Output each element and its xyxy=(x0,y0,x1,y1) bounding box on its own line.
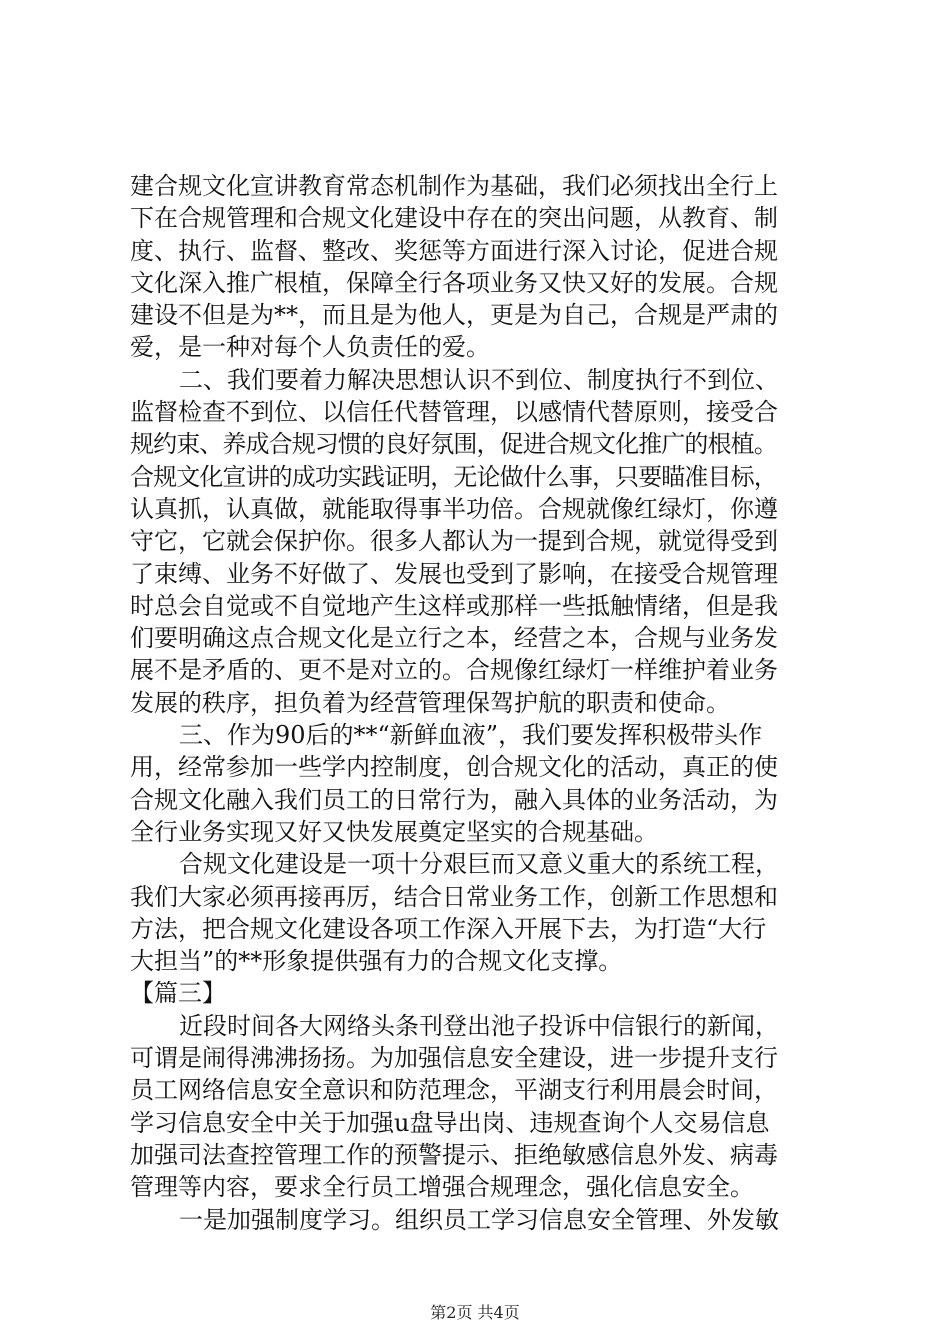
document-body xyxy=(130,170,830,1236)
text-line: 发展的秩序，担负着为经营管理保驾护航的职责和使命。 xyxy=(130,688,730,717)
paragraph-start-line: 三、作为90后的**“新鲜血液”，我们要发挥积极带头作 xyxy=(179,721,763,750)
text-line: 了束缚、业务不好做了、发展也受到了影响，在接受合规管理 xyxy=(130,559,778,588)
text-line: 们要明确这点合规文化是立行之本，经营之本，合规与业务发 xyxy=(130,624,778,653)
text-line: 文化深入推广根植，保障全行各项业务又快又好的发展。合规 xyxy=(130,268,778,297)
text-line: 员工网络信息安全意识和防范理念，平湖支行利用晨会时间， xyxy=(130,1076,778,1105)
text-line: 建合规文化宣讲教育常态机制作为基础，我们必须找出全行上 xyxy=(130,172,778,200)
text-line: 展不是矛盾的、更不是对立的。合规像红绿灯一样维护着业务 xyxy=(130,656,778,685)
text-line: 方法，把合规文化建设各项工作深入开展下去，为打造“大行 xyxy=(130,914,767,943)
paragraph-start-line: 二、我们要着力解决思想认识不到位、制度执行不到位、 xyxy=(179,365,779,394)
paragraph-start-line: 近段时间各大网络头条刊登出池子投诉中信银行的新闻， xyxy=(179,1011,779,1040)
paragraph-start-line: 合规文化建设是一项十分艰巨而又意义重大的系统工程， xyxy=(179,850,779,879)
text-line: 用，经常参加一些学内控制度，创合规文化的活动，真正的使 xyxy=(130,753,778,782)
text-line: 建设不但是为**，而且是为他人，更是为自己，合规是严肃的 xyxy=(130,301,778,330)
text-line: 可谓是闹得沸沸扬扬。为加强信息安全建设，进一步提升支行 xyxy=(130,1044,778,1073)
page-number-footer: 第2页 共4页 xyxy=(430,1303,520,1322)
text-line: 爱，是一种对每个人负责任的爱。 xyxy=(130,333,490,362)
text-line: 全行业务实现又好又快发展奠定坚实的合规基础。 xyxy=(130,817,658,846)
text-line: 大担当”的**形象提供强有力的合规文化支撑。 xyxy=(130,947,623,976)
text-line: 守它，它就会保护你。很多人都认为一提到合规，就觉得受到 xyxy=(130,527,778,556)
text-line: 加强司法查控管理工作的预警提示、拒绝敏感信息外发、病毒 xyxy=(130,1140,778,1169)
text-line: 监督检查不到位、以信任代替管理，以感情代替原则，接受合 xyxy=(130,398,778,427)
text-line: 认真抓，认真做，就能取得事半功倍。合规就像红绿灯，你遵 xyxy=(130,494,778,523)
text-line: 合规文化宣讲的成功实践证明，无论做什么事，只要瞄准目标， xyxy=(130,462,777,491)
section-heading: 【篇三】 xyxy=(130,979,226,1008)
text-line: 我们大家必须再接再厉，结合日常业务工作，创新工作思想和 xyxy=(130,882,778,911)
text-line: 学习信息安全中关于加强u盘导出岗、违规查询个人交易信息 xyxy=(130,1108,770,1137)
text-line: 度、执行、监督、整改、奖惩等方面进行深入讨论，促进合规 xyxy=(130,236,778,265)
text-line: 管理等内容，要求全行员工增强合规理念，强化信息安全。 xyxy=(130,1173,754,1202)
text-line: 时总会自觉或不自觉地产生这样或那样一些抵触情绪，但是我 xyxy=(130,591,778,620)
text-line: 规约束、养成合规习惯的良好氛围，促进合规文化推广的根植。 xyxy=(130,430,777,459)
paragraph-start-line: 一是加强制度学习。组织员工学习信息安全管理、外发敏 xyxy=(179,1205,779,1234)
text-line: 合规文化融入我们员工的日常行为，融入具体的业务活动，为 xyxy=(130,785,778,814)
text-line: 下在合规管理和合规文化建设中存在的突出问题，从教育、制 xyxy=(130,204,778,233)
